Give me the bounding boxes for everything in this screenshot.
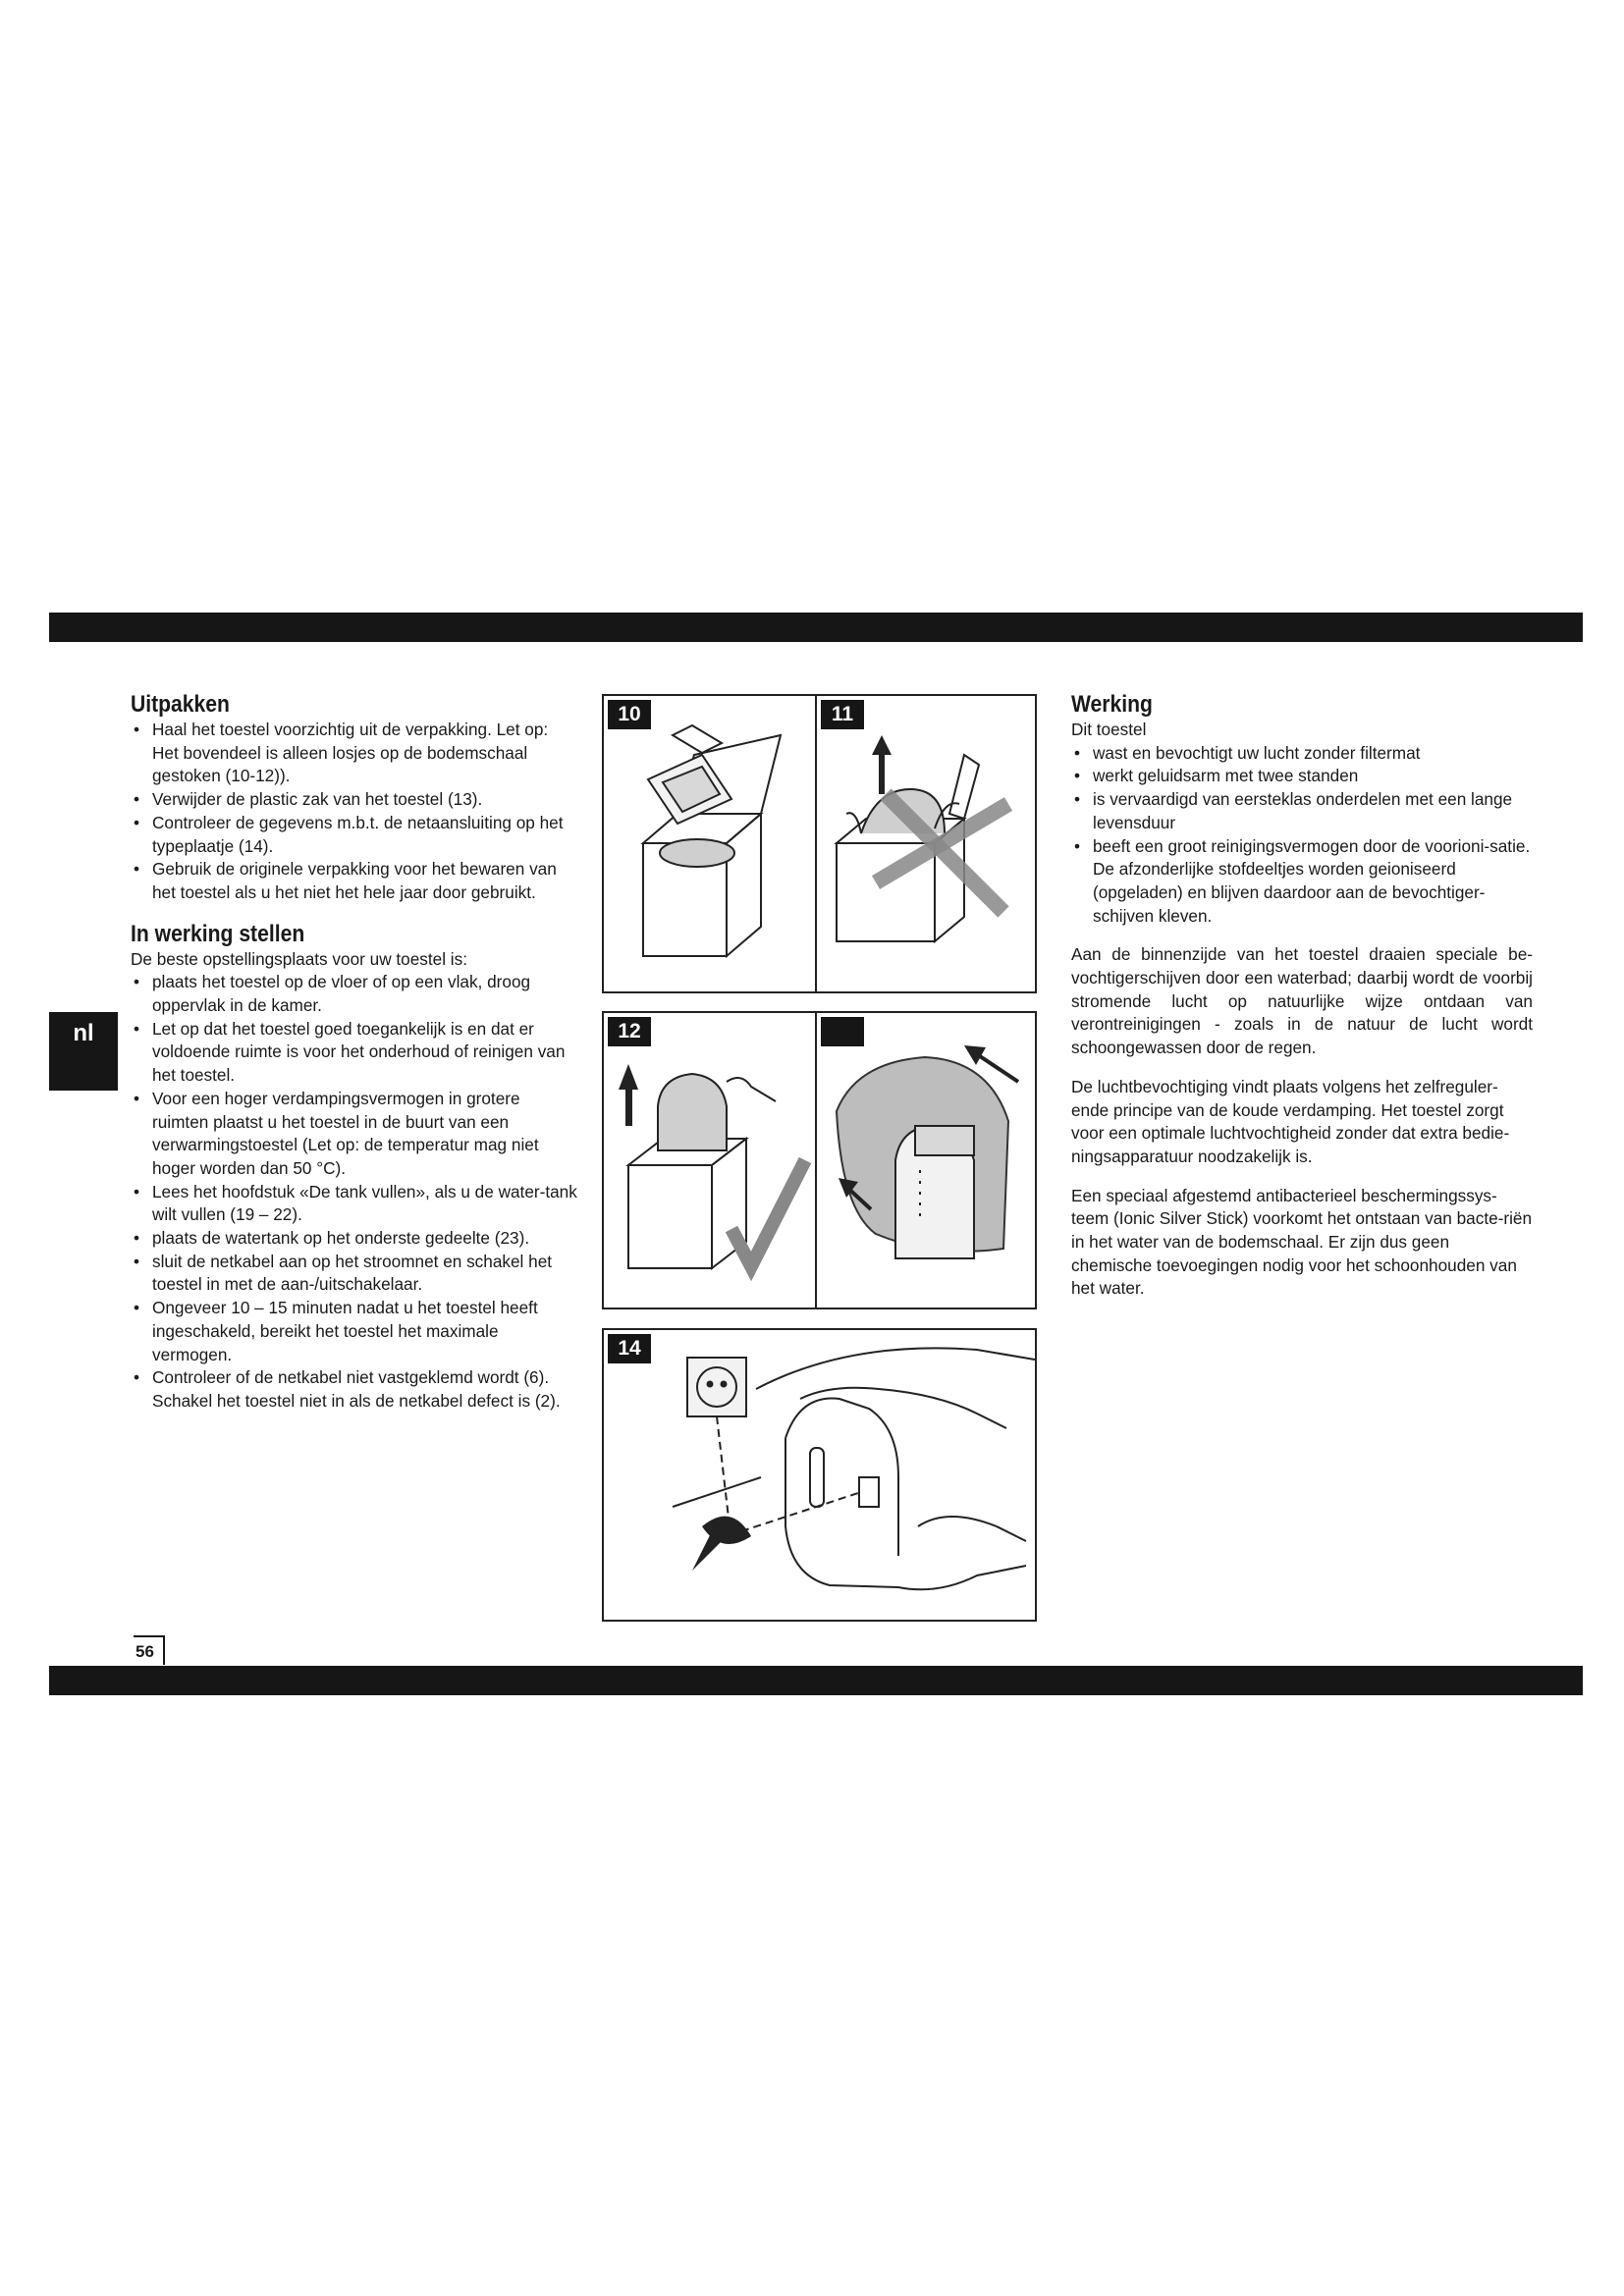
list-item: • beeft een groot reinigingsvermogen door de voorioni-satie. De afzonderlijke stofdeeltjes worden geioniseerd (opgeladen) en blijven daardoor aan de bevochtiger-schijven kleven. xyxy=(1071,835,1533,929)
list-item: • Controleer de gegevens m.b.t. de netaansluiting op het typeplaatje (14). xyxy=(131,812,577,858)
figure-11 xyxy=(815,694,1037,993)
figure-number: 10 xyxy=(608,700,651,729)
section-title-werking: Werking xyxy=(1071,691,1153,718)
list-item: • werkt geluidsarm met twee standen xyxy=(1071,765,1533,788)
figure-10 xyxy=(602,694,817,993)
list-item: • Controleer of de netkabel niet vastgeklemd wordt (6). Schakel het toestel niet in als de netkabel defect is (2). xyxy=(131,1366,577,1413)
lift-wrong-illustration xyxy=(817,696,1035,991)
list-item: • Haal het toestel voorzichtig uit de verpakking. Let op: Het bovendeel is alleen losjes op de bodemschaal gestoken (10-12)). xyxy=(131,719,577,788)
list-item: • Gebruik de originele verpakking voor het bewaren van het toestel als u het niet het hele jaar door gebruikt. xyxy=(131,858,577,904)
section-title-uitpakken: Uitpakken xyxy=(131,691,230,718)
list-item: • Ongeveer 10 – 15 minuten nadat u het toestel heeft ingeschakeld, bereikt het toestel het maximale vermogen. xyxy=(131,1297,577,1366)
werking-list xyxy=(1071,742,1533,929)
figure-number: 12 xyxy=(608,1017,651,1046)
figure-number: 11 xyxy=(821,700,864,729)
paragraph: De luchtbevochtiging vindt plaats volgens het zelfreguler-ende principe van de koude verdamping. Het toestel zorgt voor een optimale luchtvochtigheid zonder dat extra bedie-ningsapparatuur noodzakelijk is. xyxy=(1071,1076,1510,1166)
right-column xyxy=(1071,691,1533,1301)
list-item: • Let op dat het toestel goed toegankelijk is en dat er voldoende ruimte is voor het onderhoud of reinigen van het toestel. xyxy=(131,1018,577,1088)
figure-number: 14 xyxy=(608,1334,651,1363)
figure-13 xyxy=(815,1011,1037,1309)
figure-14 xyxy=(602,1328,1037,1622)
list-item: • is vervaardigd van eersteklas onderdelen met een lange levensduur xyxy=(1071,788,1533,834)
list-item: • plaats het toestel op de vloer of op een vlak, droog oppervlak in de kamer. xyxy=(131,971,577,1017)
left-column xyxy=(131,691,577,1414)
header-bar xyxy=(49,613,1583,642)
footer-bar xyxy=(49,1666,1583,1695)
type-plate-inspection-illustration xyxy=(604,1330,1035,1620)
box-unpacking-illustration xyxy=(604,696,815,991)
paragraph: Een speciaal afgestemd antibacterieel beschermingssys-teem (Ionic Silver Stick) voorkomt het ontstaan van bacte-riën in het water van de bodemschaal. Er zijn dus geen chemische toevoegingen nodig voor het schoonhouden van het water. xyxy=(1071,1185,1533,1299)
werking-intro: Dit toestel xyxy=(1071,720,1147,739)
language-tab: nl xyxy=(49,1012,118,1091)
list-item: • sluit de netkabel aan op het stroomnet en schakel het toestel in met de aan-/uitschakelaar. xyxy=(131,1251,577,1297)
uitpakken-list xyxy=(131,719,577,905)
paragraph: Aan de binnenzijde van het toestel draaien speciale be-vochtigerschijven door een waterbad; daarbij wordt de voorbij stromende lucht op natuurlijke wijze ontdaan van verontreinigingen - zoals in de natuur de lucht wordt schoongewassen door de regen. xyxy=(1071,944,1533,1058)
page-number: 56 xyxy=(134,1635,165,1665)
plastic-bag-illustration xyxy=(817,1013,1035,1308)
section-title-in-werking-stellen: In werking stellen xyxy=(131,920,305,947)
list-item: • wast en bevochtigt uw lucht zonder filtermat xyxy=(1071,742,1533,766)
list-item: • Lees het hoofdstuk «De tank vullen», als u de water-tank wilt vullen (19 – 22). xyxy=(131,1181,577,1227)
list-item: • plaats de watertank op het onderste gedeelte (23). xyxy=(131,1227,577,1251)
lift-correct-illustration xyxy=(604,1013,815,1308)
in-werking-intro: De beste opstellingsplaats voor uw toestel is: xyxy=(131,948,467,969)
list-item: • Verwijder de plastic zak van het toestel (13). xyxy=(131,788,577,812)
list-item: • Voor een hoger verdampingsvermogen in grotere ruimten plaatst u het toestel in de buurt van een verwarmingstoestel (Let op: de temperatur mag niet hoger worden dan 50 °C). xyxy=(131,1088,577,1181)
in-werking-list xyxy=(131,971,577,1413)
figure-12 xyxy=(602,1011,817,1309)
